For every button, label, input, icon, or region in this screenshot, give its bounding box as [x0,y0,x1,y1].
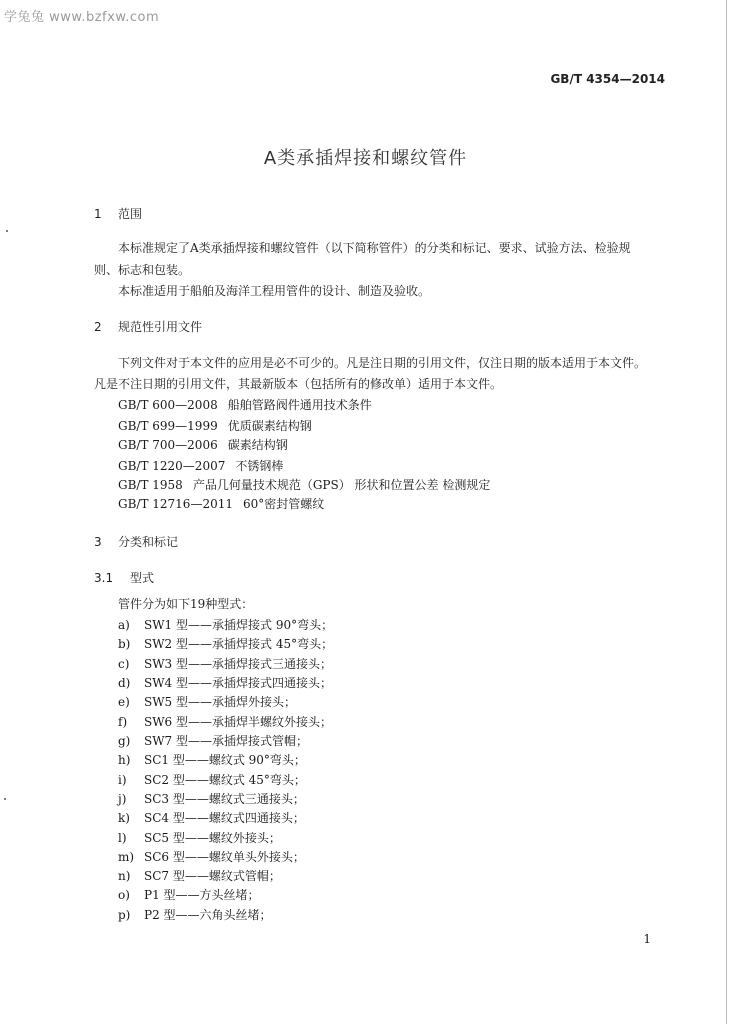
list-item-label: h) [118,753,131,767]
list-item [118,694,296,710]
list-item-text: SC7 型——螺纹式管帽； [144,869,281,883]
list-item [118,907,272,923]
reference-code: GB/T 1958 [118,478,183,492]
list-item-text: SW4 型——承插焊接式四通接头； [144,676,333,690]
list-item-label: p) [118,908,131,922]
list-item [118,849,305,865]
reference-code: GB/T 1220—2007 [118,459,226,473]
section-3-number: 3 [94,535,102,549]
section-2-title: 规范性引用文件 [118,320,203,334]
section-2-heading [94,319,202,335]
subsection-3-1-number: 3.1 [94,571,114,585]
list-item-text: SC1 型——螺纹式 90°弯头； [144,753,306,767]
list-item-label: l) [118,831,127,845]
section-1-para1-line1: 本标准规定了A类承插焊接和螺纹管件（以下简称管件）的分类和标记、要求、试验方法、检验规 [118,241,631,255]
list-item-label: k) [118,811,130,825]
list-item-text: SW1 型——承插焊接式 90°弯头； [144,618,334,632]
list-item [118,636,333,652]
list-item-text: SW6 型——承插焊半螺纹外接头； [144,715,333,729]
list-item-label: i) [118,773,127,787]
list-item-text: P2 型——六角头丝堵； [144,908,272,922]
list-item-text: SC5 型——螺纹外接头； [144,831,281,845]
list-item-label: m) [118,850,135,864]
list-item-text: SW7 型——承插焊接式管帽； [144,734,309,748]
list-item [118,868,281,884]
reference-title: 船舶管路阀件通用技术条件 [227,398,372,412]
list-item-label: a) [118,618,130,632]
section-1-para2: 本标准适用于船舶及海洋工程用管件的设计、制造及验收。 [118,284,431,298]
list-item [118,887,260,903]
list-item-label: d) [118,676,131,690]
reference-code: GB/T 699—1999 [118,419,218,433]
subsection-3-1-heading [94,570,154,586]
section-2-number: 2 [94,320,102,334]
list-item [118,791,305,807]
list-item [118,733,308,749]
section-1-heading [94,206,142,222]
reference-item [118,496,324,512]
reference-title: 优质碳素结构钢 [227,419,312,433]
document-title: A类承插焊接和螺纹管件 [263,148,468,169]
list-item [118,752,306,768]
section-2-intro-line2: 凡是不注日期的引用文件，其最新版本（包括所有的修改单）适用于本文件。 [94,377,503,391]
reference-item [118,418,312,434]
reference-title: 碳素结构钢 [227,438,288,452]
list-item [118,656,332,672]
list-item-label: n) [118,869,131,883]
reference-item [118,477,490,493]
section-2-intro-line1: 下列文件对于本文件的应用是必不可少的。凡是注日期的引用文件，仅注日期的版本适用于本文件。 [118,356,647,370]
scan-speck [4,798,6,800]
page-number: 1 [643,932,651,946]
reference-code: GB/T 600—2008 [118,398,218,412]
watermark-text: 学兔兔 www.bzfxw.com [4,10,160,25]
list-item-text: SC2 型——螺纹式 45°弯头； [144,773,306,787]
list-item-text: SC3 型——螺纹式三通接头； [144,792,305,806]
standard-code: GB/T 4354—2014 [550,72,665,86]
section-1-para1-line2: 则、标志和包装。 [94,263,191,277]
list-item-label: f) [118,715,128,729]
list-item [118,714,332,730]
list-item-text: SW5 型——承插焊外接头； [144,695,297,709]
list-item-text: SW3 型——承插焊接式三通接头； [144,657,333,671]
list-item [118,617,333,633]
list-item-label: c) [118,657,130,671]
list-item-label: e) [118,695,130,709]
list-item [118,675,332,691]
list-item-text: SC6 型——螺纹单头外接头； [144,850,305,864]
reference-code: GB/T 12716—2011 [118,497,233,511]
list-item [118,810,305,826]
list-item-label: o) [118,888,130,902]
list-item [118,830,281,846]
section-3-title: 分类和标记 [118,535,179,549]
list-item-text: SC4 型——螺纹式四通接头； [144,811,305,825]
list-item-label: j) [118,792,127,806]
reference-code: GB/T 700—2006 [118,438,218,452]
types-intro: 管件分为如下19种型式： [118,597,254,611]
reference-item [118,458,283,474]
list-item [118,772,306,788]
section-1-title: 范围 [118,207,143,221]
list-item-text: SW2 型——承插焊接式 45°弯头； [144,637,334,651]
reference-title: 60°密封管螺纹 [242,497,325,511]
section-3-heading [94,534,178,550]
list-item-text: P1 型——方头丝堵； [144,888,260,902]
reference-title: 不锈钢棒 [235,459,284,473]
reference-title: 产品几何量技术规范（GPS） 形状和位置公差 检测规定 [192,478,491,492]
list-item-label: b) [118,637,131,651]
subsection-3-1-title: 型式 [130,571,155,585]
reference-item [118,397,372,413]
scan-speck [6,230,8,232]
reference-item [118,437,288,453]
section-1-number: 1 [94,207,102,221]
list-item-label: g) [118,734,131,748]
